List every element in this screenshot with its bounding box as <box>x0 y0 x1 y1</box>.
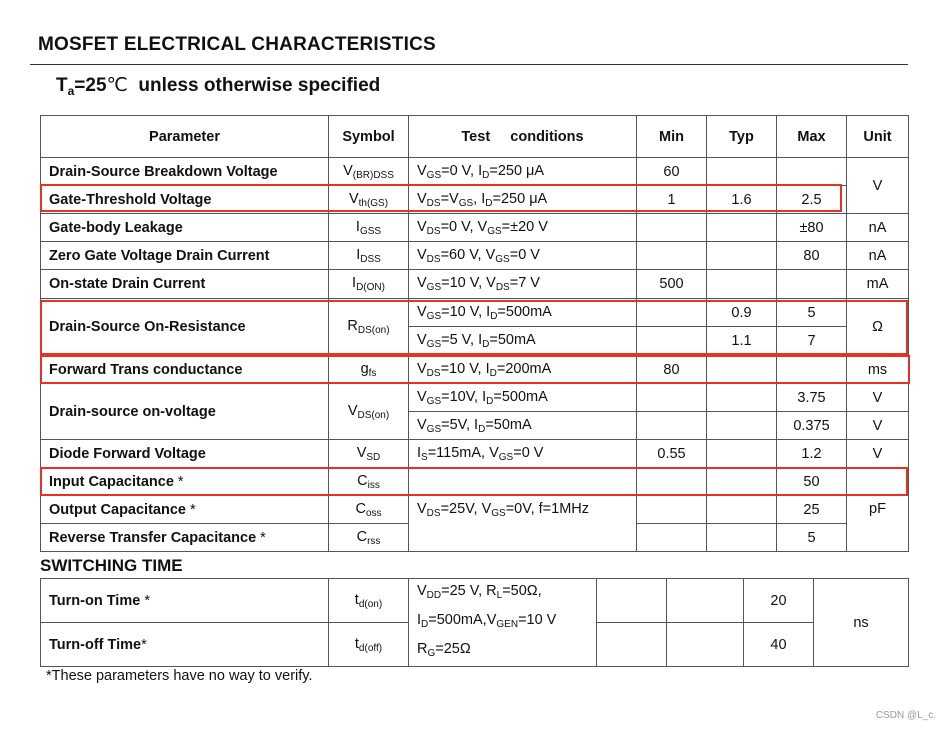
table-row <box>41 384 909 412</box>
typ-cell <box>667 579 744 623</box>
param-cell: Output Capacitance * <box>41 496 329 524</box>
symbol-cell: $R_{DS(on)}$ <box>329 299 409 356</box>
header-symbol: Symbol <box>329 116 409 158</box>
max-cell: 3.75 <box>777 384 847 412</box>
typ-cell <box>707 356 777 384</box>
typ-cell <box>707 524 777 552</box>
unit-cell: nA <box>847 214 909 242</box>
symbol-cell: $C_{oss}$ <box>329 496 409 524</box>
symbol-cell: $t_{d(off)}$ <box>329 623 409 667</box>
characteristics-table <box>40 115 909 552</box>
typ-cell <box>707 468 777 496</box>
unit-cell: V <box>847 412 909 440</box>
switching-time-heading: SWITCHING TIME <box>40 556 183 575</box>
header-parameter: Parameter <box>41 116 329 158</box>
typ-cell <box>707 158 777 186</box>
min-cell <box>637 327 707 356</box>
typ-cell <box>707 496 777 524</box>
typ-cell <box>707 412 777 440</box>
max-cell: 20 <box>744 579 814 623</box>
max-cell: 5 <box>777 524 847 552</box>
symbol-cell: $t_{d(on)}$ <box>329 579 409 623</box>
condition-cell: $V_{GS}=5$ V, $I_D=50mA$ <box>409 327 637 356</box>
unit-cell: mA <box>847 270 909 299</box>
min-cell <box>637 524 707 552</box>
symbol-cell: $C_{rss}$ <box>329 524 409 552</box>
param-cell: Drain-source on-voltage <box>41 384 329 440</box>
symbol-cell: $I_{D(ON)}$ <box>329 270 409 299</box>
symbol-cell: $V_{th(GS)}$ <box>329 186 409 214</box>
param-cell: Diode Forward Voltage <box>41 440 329 468</box>
max-cell: 80 <box>777 242 847 270</box>
max-cell: 2.5 <box>777 186 847 214</box>
watermark: CSDN @L_c. <box>875 710 936 721</box>
table-row <box>41 186 909 214</box>
max-cell <box>777 158 847 186</box>
table-row <box>41 440 909 468</box>
max-cell <box>777 356 847 384</box>
min-cell <box>637 384 707 412</box>
table-row <box>41 158 909 186</box>
min-cell: 60 <box>637 158 707 186</box>
min-cell: 0.55 <box>637 440 707 468</box>
param-cell: On-state Drain Current <box>41 270 329 299</box>
table-row <box>41 356 909 384</box>
min-cell <box>637 496 707 524</box>
header-row <box>41 116 909 158</box>
header-min: Min <box>637 116 707 158</box>
param-cell: Forward Trans conductance <box>41 356 329 384</box>
param-cell: Reverse Transfer Capacitance * <box>41 524 329 552</box>
table-row <box>41 270 909 299</box>
min-cell <box>637 412 707 440</box>
unit-cell: ms <box>847 356 909 384</box>
unit-cell: Ω <box>847 299 909 356</box>
min-cell <box>597 579 667 623</box>
unit-cell: V <box>847 158 909 214</box>
condition-cell: $V_{GS}=10$ V, $V_{DS}=7$ V <box>409 270 637 299</box>
param-cell: Gate-body Leakage <box>41 214 329 242</box>
symbol-cell: $V_{SD}$ <box>329 440 409 468</box>
typ-cell <box>707 384 777 412</box>
typ-cell <box>707 214 777 242</box>
symbol-cell: $I_{DSS}$ <box>329 242 409 270</box>
min-cell: 500 <box>637 270 707 299</box>
max-cell: 1.2 <box>777 440 847 468</box>
min-cell: 80 <box>637 356 707 384</box>
max-cell: 5 <box>777 299 847 327</box>
typ-cell <box>707 242 777 270</box>
symbol-cell: $V_{(BR)DSS}$ <box>329 158 409 186</box>
condition-cell: $V_{GS}=10V$, $I_D=500mA$ <box>409 384 637 412</box>
table-row <box>41 242 909 270</box>
symbol-cell: $C_{iss}$ <box>329 468 409 496</box>
typ-cell <box>707 270 777 299</box>
param-cell: Zero Gate Voltage Drain Current <box>41 242 329 270</box>
max-cell: 40 <box>744 623 814 667</box>
unit-cell: ns <box>814 579 909 667</box>
typ-cell <box>667 623 744 667</box>
symbol-cell: $g_{fs}$ <box>329 356 409 384</box>
condition-cell: $V_{GS}=5V$, $I_D=50mA$ <box>409 412 637 440</box>
condition-cell: $V_{DS}=60$ V, $V_{GS}=0$ V <box>409 242 637 270</box>
header-conditions: Test conditions <box>409 116 637 158</box>
condition-cell: $V_{DS}=10$ V, $I_D=200mA$ <box>409 356 637 384</box>
table-row <box>41 496 909 524</box>
table-row <box>41 579 909 623</box>
footnote: *These parameters have no way to verify. <box>46 668 313 684</box>
min-cell <box>637 468 707 496</box>
condition-cell: $V_{DS}=V_{GS}$, $I_D=250$ μA <box>409 186 637 214</box>
param-cell: Turn-off Time* <box>41 623 329 667</box>
max-cell: 25 <box>777 496 847 524</box>
table-row <box>41 299 909 327</box>
condition-cell: $V_{GS}=0$ V, $I_D=250$ μA <box>409 158 637 186</box>
table-row <box>41 468 909 496</box>
max-cell: 50 <box>777 468 847 496</box>
unit-cell: nA <box>847 242 909 270</box>
min-cell <box>637 214 707 242</box>
temperature-condition: $T_a=25℃$ unless otherwise specified <box>56 75 381 98</box>
condition-cell: $I_S=115mA$, $V_{GS}=0$ V <box>409 440 637 468</box>
title-underline <box>30 64 908 65</box>
page-title: MOSFET ELECTRICAL CHARACTERISTICS <box>38 34 436 55</box>
unit-cell: V <box>847 440 909 468</box>
max-cell <box>777 270 847 299</box>
param-cell: Gate-Threshold Voltage <box>41 186 329 214</box>
switching-table <box>40 578 909 667</box>
max-cell: 7 <box>777 327 847 356</box>
header-unit: Unit <box>847 116 909 158</box>
condition-cell <box>409 468 637 496</box>
symbol-cell: $V_{DS(on)}$ <box>329 384 409 440</box>
min-cell <box>637 242 707 270</box>
typ-cell <box>707 440 777 468</box>
unit-cell: V <box>847 384 909 412</box>
min-cell <box>597 623 667 667</box>
unit-cell: pF <box>847 496 909 552</box>
param-cell: Drain-Source On-Resistance <box>41 299 329 356</box>
min-cell <box>637 299 707 327</box>
condition-cell: $V_{DS}=0$ V, $V_{GS}=\pm 20$ V <box>409 214 637 242</box>
condition-cell: $V_{DD}=25$ V, $R_L=50\Omega$, $I_D=500mA,V_{GEN}=10$ V $R_G=25\Omega$ <box>409 579 597 667</box>
typ-cell: 1.1 <box>707 327 777 356</box>
table-row <box>41 214 909 242</box>
param-cell: Drain-Source Breakdown Voltage <box>41 158 329 186</box>
max-cell: ±80 <box>777 214 847 242</box>
param-cell: Input Capacitance * <box>41 468 329 496</box>
min-cell: 1 <box>637 186 707 214</box>
condition-cell: $V_{GS}=10$ V, $I_D=500mA$ <box>409 299 637 327</box>
param-cell: Turn-on Time * <box>41 579 329 623</box>
typ-cell: 1.6 <box>707 186 777 214</box>
condition-cell: $V_{DS}=25V$, $V_{GS}=0V$, f=1MHz <box>409 496 637 552</box>
typ-cell: 0.9 <box>707 299 777 327</box>
unit-cell <box>847 468 909 496</box>
symbol-cell: $I_{GSS}$ <box>329 214 409 242</box>
header-max: Max <box>777 116 847 158</box>
max-cell: 0.375 <box>777 412 847 440</box>
header-typ: Typ <box>707 116 777 158</box>
